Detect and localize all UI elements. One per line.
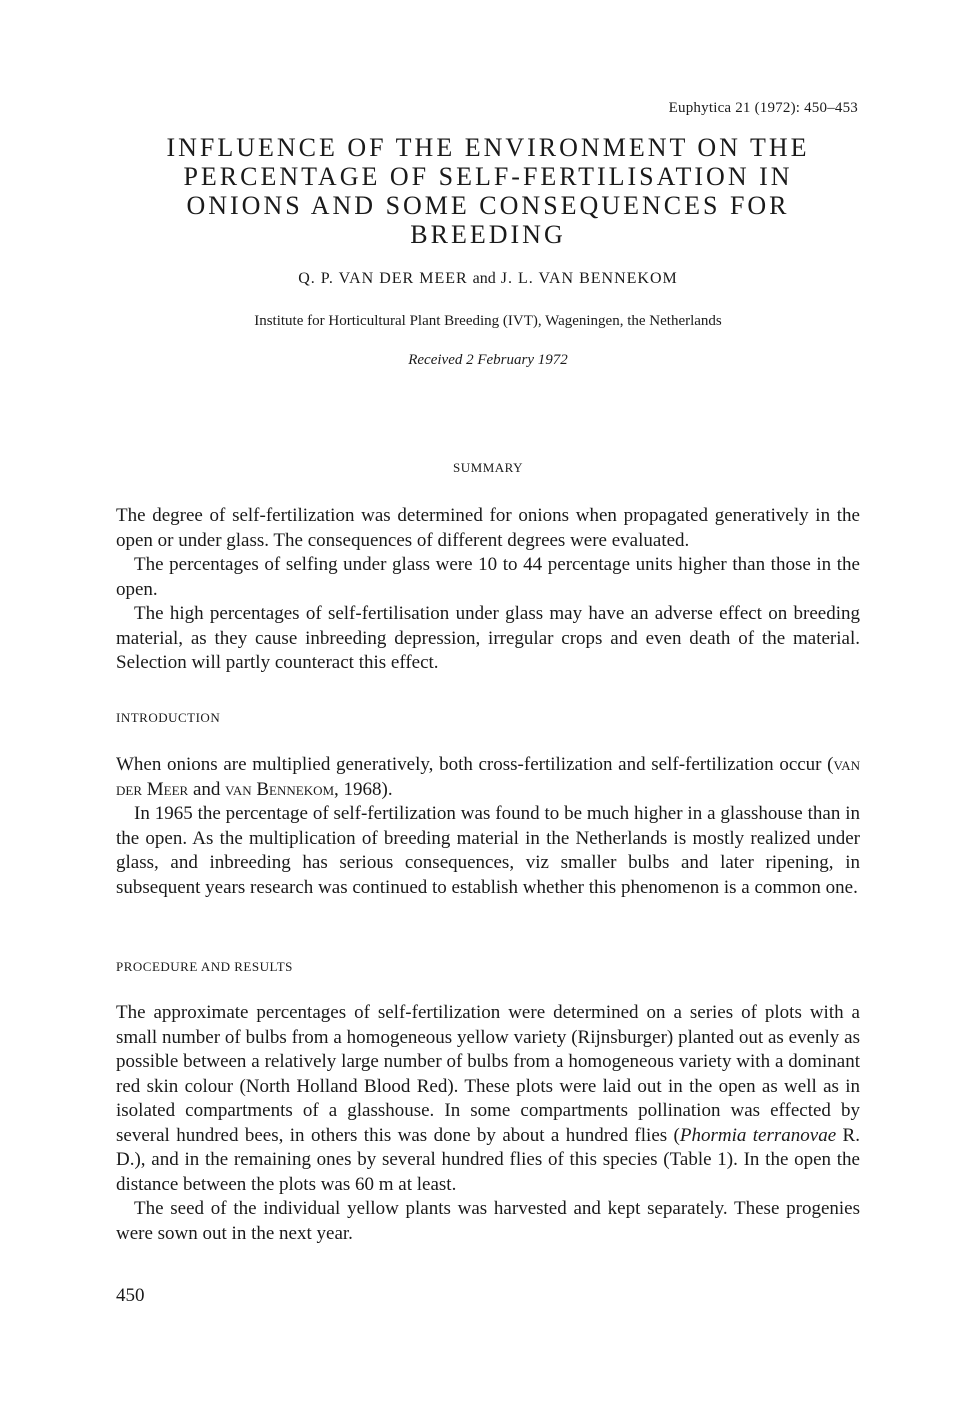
citation-author: van der Meer bbox=[116, 754, 860, 800]
paragraph-text: The approximate percentages of self-fertilization were determined on a series of plots with a small number of bulbs from a homogeneous yellow variety (Rijnsburger) planted out as evenly as possible between a relatively large number of bulbs from a homogeneous variety with a dominant red skin colour (North Holland Blood Red). These plots were laid out in the open as well as in isolated compartments of a glasshouse. In some compartments pollination was effected by several hundred bees, in others this was done by about a hundred flies ( bbox=[116, 1002, 860, 1146]
introduction-paragraph: In 1965 the percentage of self-fertilization was found to be much higher in a glasshouse than in the open. As the multiplication of breeding material in the Netherlands is mostly realized under glass, and inbreeding has serious consequences, viz smaller bulbs and later ripening, in subsequent years research was continued to establish whether this phenomenon is a common one. bbox=[116, 803, 860, 898]
citation-author: van Bennekom bbox=[225, 778, 335, 800]
author-list bbox=[116, 270, 860, 288]
received-date: Received 2 February 1972 bbox=[408, 352, 568, 368]
summary-heading: SUMMARY bbox=[453, 460, 523, 475]
summary-paragraph: The percentages of selfing under glass were 10 to 44 percentage units higher than those in the open. bbox=[116, 554, 860, 600]
introduction-section bbox=[116, 753, 860, 900]
affiliation: Institute for Horticultural Plant Breeding (IVT), Wageningen, the Netherlands bbox=[254, 313, 722, 329]
title-line: ONIONS AND SOME CONSEQUENCES FOR bbox=[186, 191, 790, 220]
summary-paragraph: The degree of self-fertilization was determined for onions when propagated generatively in the open or under glass. The consequences of different degrees were evaluated. bbox=[116, 505, 860, 551]
paragraph-text: When onions are multiplied generatively, both cross-fertilization and self-fertilization occur ( bbox=[116, 754, 834, 775]
author-name: Q. P. VAN DER MEER bbox=[298, 270, 468, 287]
paragraph-text: and bbox=[188, 778, 226, 800]
species-name: Phormia terranovae bbox=[679, 1124, 837, 1146]
procedure-section bbox=[116, 1001, 860, 1246]
introduction-paragraph bbox=[116, 753, 860, 802]
paragraph-text: R. D.), and in the remaining ones by several hundred flies of this species (Table 1). In the open the distance between the plots was 60 m at least. bbox=[116, 1124, 860, 1195]
introduction-heading: INTRODUCTION bbox=[116, 710, 221, 725]
summary-section bbox=[116, 504, 860, 676]
procedure-heading: PROCEDURE AND RESULTS bbox=[116, 959, 293, 974]
paper-title bbox=[116, 133, 860, 249]
journal-reference: Euphytica 21 (1972): 450–453 bbox=[668, 100, 858, 116]
paragraph-text: , 1968). bbox=[334, 778, 393, 800]
author-conjunction: and bbox=[472, 270, 496, 287]
summary-paragraph: The high percentages of self-fertilisation under glass may have an adverse effect on breeding material, as they cause inbreeding depression, irregular crops and even death of the material. Selection will partly counteract this effect. bbox=[116, 603, 860, 673]
procedure-paragraph: The seed of the individual yellow plants was harvested and kept separately. These progenies were sown out in the next year. bbox=[116, 1198, 860, 1244]
page-number: 450 bbox=[116, 1285, 145, 1306]
title-line: BREEDING bbox=[410, 220, 566, 249]
procedure-paragraph bbox=[116, 1001, 860, 1197]
author-name: J. L. VAN BENNEKOM bbox=[500, 270, 678, 287]
title-line: PERCENTAGE OF SELF-FERTILISATION IN bbox=[183, 162, 793, 191]
title-line: INFLUENCE OF THE ENVIRONMENT ON THE bbox=[166, 133, 810, 162]
